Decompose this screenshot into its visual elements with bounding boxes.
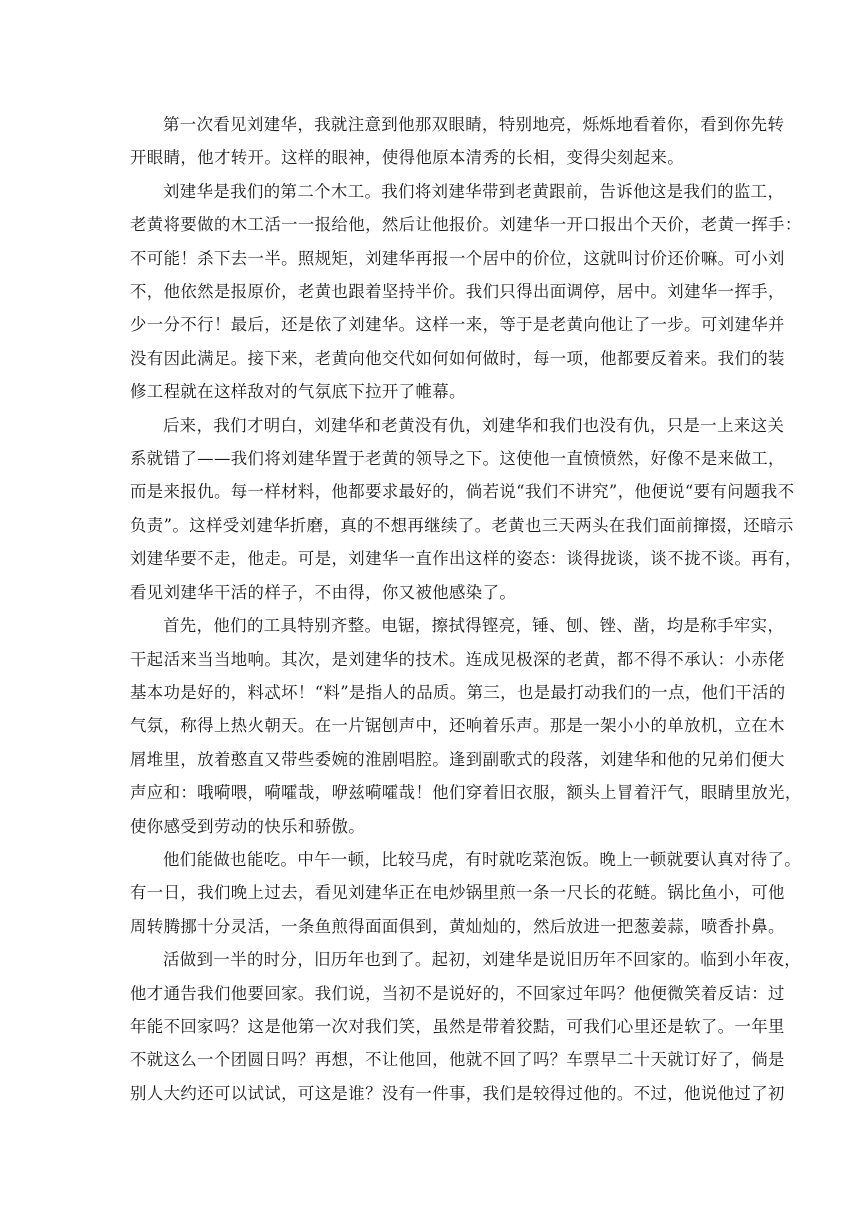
paragraph-4 [130, 609, 802, 843]
text-line: 老黄将要做的木工活一一报给他，然后让他报价。刘建华一开口报出个天价，老黄一挥手： [130, 215, 802, 235]
text-line: 活做到一半的时分，旧历年也到了。起初，刘建华是说旧历年不回家的。临到小年夜， [163, 950, 802, 970]
paragraph-6 [130, 943, 802, 1110]
text-line: 不就这么一个团圆日吗？再想，不让他回，他就不回了吗？车票早二十天就订好了，倘是 [130, 1050, 785, 1070]
text-line: 开眼睛，他才转开。这样的眼神，使得他原本清秀的长相，变得尖刻起来。 [130, 148, 685, 168]
text-line: 后来，我们才明白，刘建华和老黄没有仇，刘建华和我们也没有仇，只是一上来这关 [163, 415, 785, 435]
text-line: 第一次看见刘建华，我就注意到他那双眼睛，特别地亮，烁烁地看着你，看到你先转 [163, 115, 785, 134]
text-line: 首先，他们的工具特别齐整。电锯，擦拭得铿亮，锤、刨、锉、凿，均是称手牢实， [163, 616, 785, 636]
text-line: 他们能做也能吃。中午一顿，比较马虎，有时就吃菜泡饭。晚上一顿就要认真对待了。 [163, 849, 802, 869]
text-line: 有一日，我们晚上过去，看见刘建华正在电炒锅里煎一条一尺长的花鲢。锅比鱼小，可他 [130, 883, 785, 903]
text-line: 系就错了——我们将刘建华置于老黄的领导之下。这使他一直愤愤然，好像不是来做工， [130, 449, 785, 469]
text-line: 而是来报仇。每一样材料，他都要求最好的，倘若说“我们不讲究”，他便说“要有问题我不 [130, 482, 795, 502]
paragraph-3 [130, 409, 802, 609]
text-line: 刘建华是我们的第二个木工。我们将刘建华带到老黄跟前，告诉他这是我们的监工， [163, 181, 785, 201]
text-line: 周转腾挪十分灵活，一条鱼煎得面面俱到，黄灿灿的，然后放进一把葱姜蒜，喷香扑鼻。 [130, 916, 785, 936]
text-line: 没有因此满足。接下来，老黄向他交代如何如何做时，每一项，他都要反着来。我们的装 [130, 348, 785, 368]
text-line: 使你感受到劳动的快乐和骄傲。 [130, 816, 366, 836]
text-line: 修工程就在这样敌对的气氛底下拉开了帷幕。 [130, 382, 466, 402]
paragraph-1 [130, 108, 785, 175]
text-line: 别人大约还可以试试，可这是谁？没有一件事，我们是较得过他的。不过，他说他过了初 [130, 1083, 785, 1103]
text-line: 年能不回家吗？这是他第一次对我们笑，虽然是带着狡黠，可我们心里还是软了。一年里 [130, 1016, 785, 1036]
text-line: 气氛，称得上热火朝天。在一片锯刨声中，还响着乐声。那是一架小小的单放机，立在木 [130, 716, 785, 736]
text-line: 少一分不行！最后，还是依了刘建华。这样一来，等于是老黄向他让了一步。可刘建华并 [130, 315, 785, 335]
paragraph-5 [130, 843, 802, 943]
text-line: 不，他依然是报原价，老黄也跟着坚持半价。我们只得出面调停，居中。刘建华一挥手， [130, 282, 785, 302]
text-line: 声应和：哦嗬喂，嗬嚯哉，咿兹嗬嚯哉！他们穿着旧衣服，额头上冒着汗气，眼睛里放光， [130, 783, 802, 803]
text-line: 屑堆里，放着憨直又带些委婉的淮剧唱腔。逢到副歌式的段落，刘建华和他的兄弟们便大 [130, 749, 785, 769]
text-line: 不可能！杀下去一半。照规矩，刘建华再报一个居中的价位，这就叫讨价还价嘛。可小刘 [130, 248, 785, 268]
paragraph-2 [130, 175, 802, 409]
text-line: 看见刘建华干活的样子，不由得，你又被他感染了。 [130, 582, 517, 602]
text-line: 他才通告我们他要回家。我们说，当初不是说好的，不回家过年吗？他便微笑着反诘：过 [130, 983, 785, 1003]
text-line: 负责”。这样受刘建华折磨，真的不想再继续了。老黄也三天两头在我们面前撺掇，还暗示 [130, 515, 794, 535]
text-line: 基本功是好的，料忒坏！“料”是指人的品质。第三，也是最打动我们的一点，他们干活的 [130, 682, 786, 702]
text-line: 刘建华要不走，他走。可是，刘建华一直作出这样的姿态：谈得拢谈，谈不拢不谈。再有， [130, 549, 802, 569]
text-line: 干起活来当当地响。其次，是刘建华的技术。连成见极深的老黄，都不得不承认：小赤佬 [130, 649, 785, 669]
